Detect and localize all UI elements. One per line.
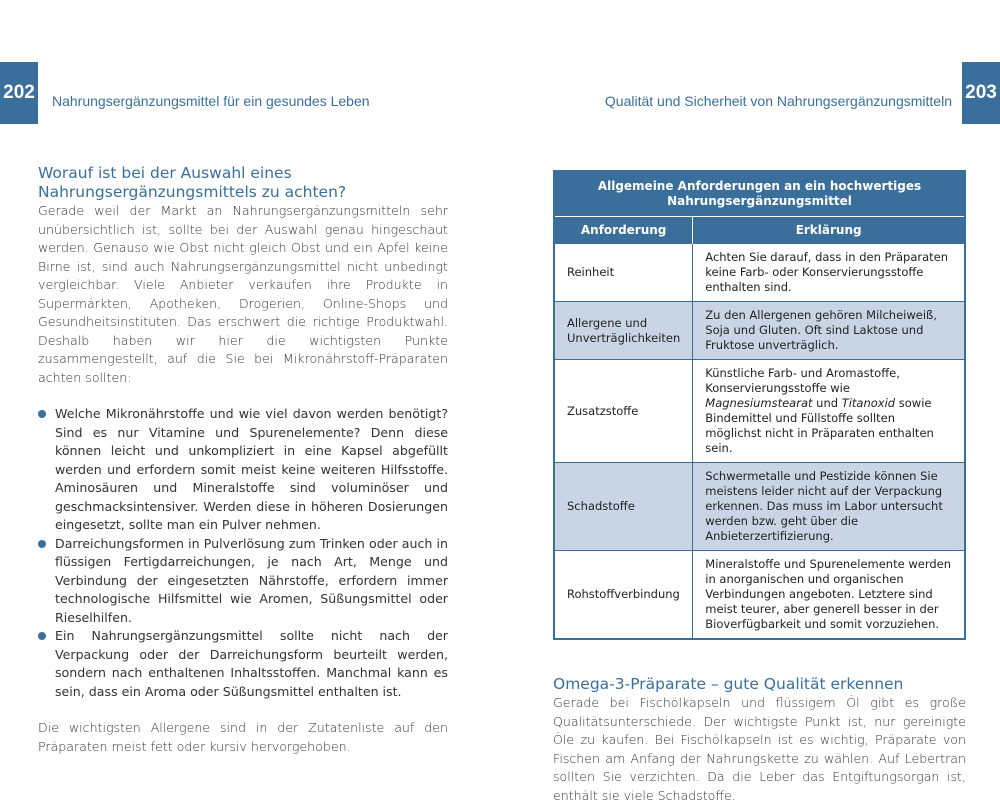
section-heading: Omega-3-Präparate – gute Qualität erkennen xyxy=(553,675,904,693)
list-item-text: Ein Nahrungsergänzungsmittel sollte nicht nach der Verpackung oder der Darreichungsform beurteilt werden, sondern nach enthaltenen Inhaltsstoffen. Manchmal kann es sein, dass ein Aroma oder Süßungsmittel enthalten ist. xyxy=(55,628,448,699)
running-head-right: Qualität und Sicherheit von Nahrungsergänzungsmitteln xyxy=(604,93,952,109)
closing-paragraph: Die wichtigsten Allergene sind in der Zutatenliste auf den Präparaten meist fett oder kursiv hervorgehoben. xyxy=(38,720,448,754)
requirement-cell: Reinheit xyxy=(554,244,693,302)
list-item xyxy=(38,405,448,535)
omega3-paragraph: Gerade bei Fischölkapseln und flüssigem Öl gibt es große Qualitätsunterschiede. Der wichtigste Punkt ist, nur gereinigte Öle zu kaufen. Bei Fischölkapseln ist es wichtig, Präparate von Fischen am Anfang der Nahrungskette zu wählen. Auf Lebertran sollten Sie verzichten. Da die Leber das Entgiftungsorgan ist, enthält sie viele Schadstoffe. xyxy=(553,695,966,803)
table-row xyxy=(554,551,965,640)
bullet-icon xyxy=(38,410,46,418)
explanation-cell: Schwermetalle und Pestizide können Sie meistens leider nicht auf der Verpackung erkennen. Das muss im Labor untersucht werden bzw. geht über die Anbieterzertifizierung. xyxy=(693,463,965,551)
explanation-text: Künstliche Farb- und Aromastoffe, Konservierungsstoffe wie xyxy=(705,366,900,395)
explanation-cell: Mineralstoffe und Spurenelemente werden in anorganischen und organischen Verbindungen angeboten. Letztere sind meist teurer, aber generell besser in der Bioverfügbarkeit und somit vorzuziehen. xyxy=(693,551,965,640)
explanation-cell: Achten Sie darauf, dass in den Präparaten keine Farb- oder Konservierungsstoffe enthalten sind. xyxy=(693,244,965,302)
bullet-icon xyxy=(38,632,46,640)
explanation-italic: Titanoxid xyxy=(841,396,896,410)
table-row xyxy=(554,244,965,302)
column-header-requirement: Anforderung xyxy=(554,217,693,244)
explanation-text: und xyxy=(812,396,842,410)
bullet-list xyxy=(38,405,448,701)
explanation-italic: Magnesiumstearat xyxy=(705,396,813,410)
column-header-explanation: Erklärung xyxy=(693,217,965,244)
left-column xyxy=(38,164,448,756)
explanation-text: sowie Bindemittel und Füllstoffe sollten möglichst nicht in Präparaten enthalten sein. xyxy=(705,396,934,455)
intro-paragraph: Gerade weil der Markt an Nahrungsergänzungsmitteln sehr unübersichtlich ist, sollte bei der Auswahl genau hingeschaut werden. Genauso wie Obst nicht gleich Obst und ein Apfel keine Birne ist, sind auch Nahrungsergänzungsmittel nicht unbedingt vergleichbar. Viele Anbieter verkaufen ihre Produkte in Supermärkten, Apotheken, Drogerien, Online-Shops und Gesundheitsinstituten. Das erschwert die richtige Produktwahl. Deshalb haben wir hier die wichtigsten Punkte zusammengestellt, auf die Sie bei Mikronährstoff-Präparaten achten sollten: xyxy=(38,203,448,385)
requirement-cell: Zusatzstoffe xyxy=(554,360,693,463)
right-column xyxy=(553,170,966,805)
table-row xyxy=(554,360,965,463)
table-row xyxy=(554,463,965,551)
page-number-right: 203 xyxy=(962,62,1000,124)
explanation-cell: Zu den Allergenen gehören Milcheiweiß, Soja und Gluten. Oft sind Laktose und Fruktose unverträglich. xyxy=(693,302,965,360)
table-row xyxy=(554,302,965,360)
list-item-text: Welche Mikronährstoffe und wie viel davon werden benötigt? Sind es nur Vitamine und Spurenelemente? Denn diese können leicht und unkompliziert in eine Kapsel abgefüllt werden und erfordern somit meist keine weiteren Hilfsstoffe. Aminosäuren und Mineralstoffe sind voluminöser und geschmacksintensiver. Werden diese in höheren Dosierungen eingesetzt, sollte man ein Pulver nehmen. xyxy=(55,406,448,532)
requirement-cell: Schadstoffe xyxy=(554,463,693,551)
list-item xyxy=(38,535,448,628)
requirements-table xyxy=(553,170,966,640)
requirement-cell: Allergene und Unverträglichkeiten xyxy=(554,302,693,360)
list-item-text: Darreichungsformen in Pulverlösung zum Trinken oder auch in flüssigen Fertigdarreichungen, je nach Art, Menge und Verbindung der eingesetzten Nährstoffe, erfordern immer technologische Hilfsmittel wie Aromen, Süßungsmittel oder Rieselhilfen. xyxy=(55,535,448,625)
running-head-left: Nahrungsergänzungsmittel für ein gesundes Leben xyxy=(52,93,370,109)
list-item xyxy=(38,627,448,701)
explanation-cell xyxy=(693,360,965,463)
section-heading: Worauf ist bei der Auswahl eines Nahrungsergänzungsmittels zu achten? xyxy=(38,164,347,201)
table-title: Allgemeine Anforderungen an ein hochwertiges Nahrungsergänzungsmittel xyxy=(554,171,965,217)
requirement-cell: Rohstoffverbindung xyxy=(554,551,693,640)
bullet-icon xyxy=(38,540,46,548)
page-number-left: 202 xyxy=(0,62,38,124)
